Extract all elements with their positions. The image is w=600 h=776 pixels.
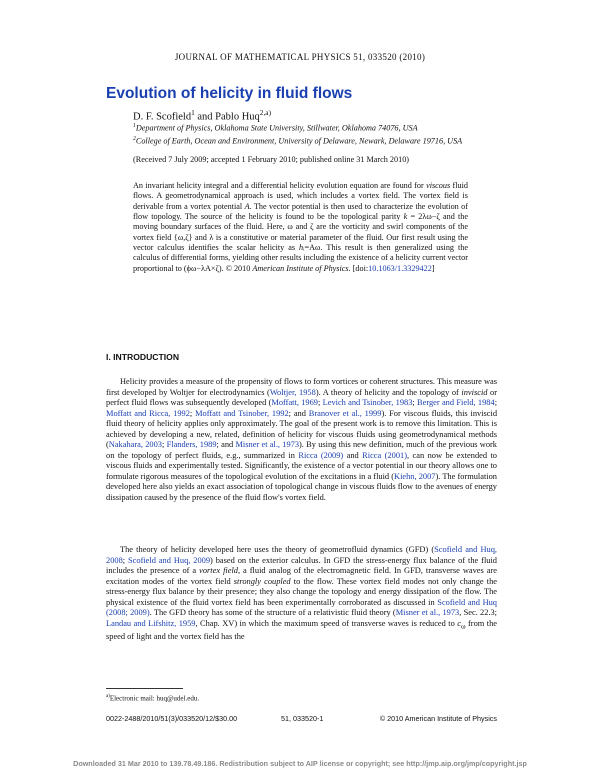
citation-link[interactable]: Berger and Field, 1984 xyxy=(417,398,495,407)
abstract: An invariant helicity integral and a differential helicity evolution equation are found for viscous fluid flows. A geometrodynamical approach is used, which includes a vortex field. The vortex field is derivable from a vortex potential A. The vector potential is then used to characterize the evolution of flow topology. The source of the helicity is found to be the topological parity k = 2λω−ζ and the moving boundary surfaces of the fluid. Here, ω and ζ are the vorticity and swirl components of the vortex field {ω,ζ} and λ is a constitutive or material parameter of the fluid. Our first result using the vector calculus identifies the scalar helicity as hᵢ=Aω. This result is then generalized using the calculus of differential forms, yielding other results including the existence of a helicity current vector proportional to (ϕω−λA×ζ). © 2010 American Institute of Physics. [doi:10.1063/1.3329422] xyxy=(133,181,469,273)
author-name: Pablo Huq xyxy=(215,111,260,123)
citation-link[interactable]: Levich and Tsinober, 1983 xyxy=(322,398,413,407)
author-line: D. F. Scofield$^1$ and Pablo Huq$^{2,a)}$ xyxy=(133,108,272,123)
citation-link[interactable]: Branover et al., 1999 xyxy=(308,408,382,418)
author-name: D. F. Scofield xyxy=(133,111,192,123)
footer-copyright: © 2010 American Institute of Physics xyxy=(379,714,497,723)
citation-link[interactable]: Ricca (2001) xyxy=(362,450,408,460)
affiliation: $^2$College of Earth, Ocean and Environment, University of Delaware, Newark, Delaware 19716, USA xyxy=(133,136,463,146)
citation-link[interactable]: Misner et al., 1973 xyxy=(395,608,460,617)
footer-page-number: 51, 033520-1 xyxy=(281,714,324,723)
citation-link[interactable]: Moffatt and Tsinober, 1992 xyxy=(195,408,289,418)
citation-link[interactable]: Landau and Lifshitz, 1959 xyxy=(106,618,196,628)
section-heading: I. INTRODUCTION xyxy=(106,352,180,362)
received-dates: (Received 7 July 2009; accepted 1 February 2010; published online 31 March 2010) xyxy=(133,155,410,164)
citation-link[interactable]: Nakahara, 2003 xyxy=(108,440,162,449)
footnote-rule xyxy=(106,688,183,689)
citation-link[interactable]: Kiehn, 2007 xyxy=(394,471,436,481)
citation-link[interactable]: Misner et al., 1973 xyxy=(235,440,300,449)
footer-issn: 0022-2488/2010/51(3)/033520/12/$30.00 xyxy=(106,714,238,723)
citation-link[interactable]: Moffatt, 1969 xyxy=(271,398,318,407)
footnote: $^{a)}$Electronic mail: huq@udel.edu. xyxy=(106,694,200,703)
body-paragraph: The theory of helicity developed here uses the theory of geometrofluid dynamics (GFD) (Scofield and Huq, 2008; Scofield and Huq, 2009) based on the exterior calculus. In GFD the stress-energy flux balance of the fluid includes the presence of a vortex field, a fluid analog of the electromagnetic field. In GFD, transverse waves are excitation modes of the vortex field strongly coupled to the flow. These vortex field modes not only change the stress-energy flux balance by their presence; they also change the topology and energy dissipation of the flow. The physical existence of the fluid vortex field has been experimentally corroborated as discussed in Scofield and Huq (2008; 2009). The GFD theory has some of the structure of a relativistic fluid theory (Misner et al., 1973, Sec. 22.3; Landau and Lifshitz, 1959, Chap. XV) in which the maximum speed of transverse waves is reduced to $c_\omega$ from the speed of light and the vortex field has the xyxy=(106,545,498,641)
citation-link[interactable]: Flanders, 1989 xyxy=(166,440,217,449)
citation-link[interactable]: Woltjer, 1958 xyxy=(269,387,316,397)
citation-link[interactable]: Scofield and Huq, 2009 xyxy=(128,555,211,565)
affiliation-mark: 2,a) xyxy=(259,108,272,117)
running-header: JOURNAL OF MATHEMATICAL PHYSICS 51, 033520 (2010) xyxy=(174,52,426,62)
citation-link[interactable]: Scofield and Huq, 2008 xyxy=(106,545,497,565)
download-notice: Downloaded 31 Mar 2010 to 139.78.49.186. Redistribution subject to AIP license or copyright; see http://jmp.aip.org/jmp/copyright.jsp xyxy=(73,759,527,768)
body-paragraph: Helicity provides a measure of the propensity of flows to form vortices or coherent structures. This measure was first developed by Woltjer for electrodynamics (Woltjer, 1958). A theory of helicity and the topology of inviscid or perfect fluid flows was subsequently developed (Moffatt, 1969; Levich and Tsinober, 1983; Berger and Field, 1984; Moffatt and Ricca, 1992; Moffatt and Tsinober, 1992; and Branover et al., 1999). For viscous fluids, this inviscid fluid theory of helicity applies only approximately. The goal of the present work is to remove this limitation. This is achieved by developing a new, related, definition of helicity for viscous fluids using geometrodynamical methods (Nakahara, 2003; Flanders, 1989; and Misner et al., 1973). By using this new definition, much of the previous work on the topology of perfect fluids, e.g., summarized in Ricca (2009) and Ricca (2001), can now be extended to viscous fluids and experimentally tested. Significantly, the existence of a vector potential in our theory allows one to formulate rigorous measures of the topological evolution of the excitations in a fluid (Kiehn, 2007). The formulation developed here also yields an exact association of topological change in viscous fluids flow to the avenues of energy dissipation caused by the presence of the fluid flow's vortex field. xyxy=(106,377,498,502)
affiliation-mark: 1 xyxy=(191,108,195,117)
citation-link[interactable]: Moffatt and Ricca, 1992 xyxy=(106,408,190,418)
citation-link[interactable]: Scofield and Huq (2008; 2009) xyxy=(106,597,497,617)
affiliation: $^1$Department of Physics, Oklahoma State University, Stillwater, Oklahoma 74076, USA xyxy=(133,123,418,133)
doi-link[interactable]: 10.1063/1.3329422 xyxy=(368,263,432,273)
article-title: Evolution of helicity in fluid flows xyxy=(106,85,353,102)
citation-link[interactable]: Ricca (2009) xyxy=(298,450,344,460)
affiliations xyxy=(133,121,473,147)
